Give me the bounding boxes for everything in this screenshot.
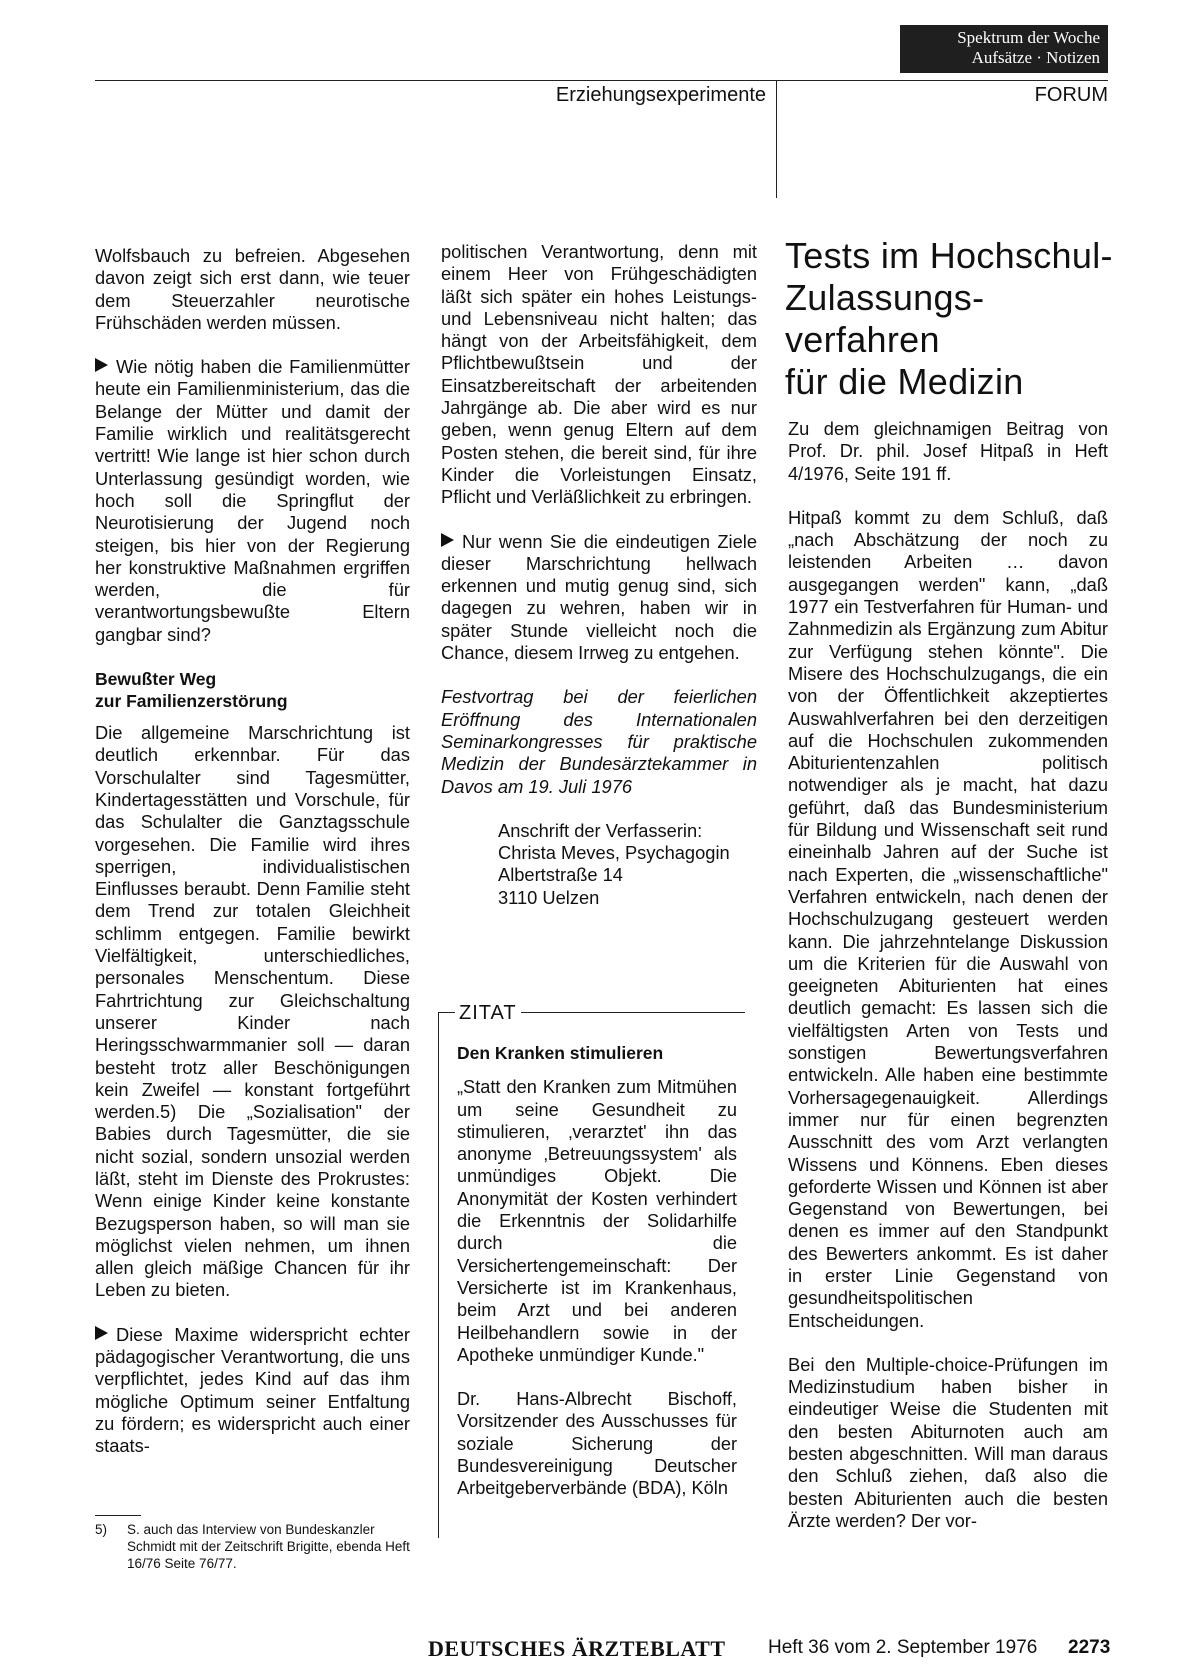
column-3 — [788, 418, 1108, 1532]
page-number: 2273 — [1068, 1637, 1111, 1658]
paragraph — [441, 531, 757, 665]
paragraph: Wolfsbauch zu befreien. Abgesehen davon zeigt sich erst dann, wie teuer dem Steuerzahler neurotische Frühschäden werden müssen. — [95, 245, 410, 333]
address-line-3: Albertstraße 14 — [498, 864, 623, 886]
paragraph-text: Nur wenn Sie die eindeutigen Ziele dieser Marschrichtung hellwach erkennen und mutig genug sind, sich dagegen zu wehren, haben wir in später Stunde vielleicht noch die Chance, diesem Irrweg zu entgehen. — [441, 530, 757, 664]
address-line-1: Anschrift der Verfasserin: — [498, 819, 703, 841]
triangle-bullet-icon — [441, 533, 454, 547]
subheading — [95, 668, 410, 712]
paragraph — [95, 356, 410, 646]
quote-author: Dr. Hans-Albrecht Bischoff, Vorsitzender des Ausschusses für soziale Sicherung der Bundesvereinigung Deutscher Arbeitgeberverbände (BDA), Köln — [457, 1389, 737, 1499]
paragraph: Hitpaß kommt zu dem Schluß, daß „nach Abschätzung der noch zu leistenden Arbeiten … davon ausgegangen werden" kann, „daß 1977 ein Testverfahren für Human- und Zahnmedizin als Ergänzung zum Abitur zur Verfügung stehen könnte". Die Misere des Hochschulzugangs, die ein von der Öffentlichkeit akzeptiertes Auswahlverfahren bei den derzeitigen auf die Hochschulen zukommenden Abiturientenzahlen politisch notwendiger als je macht, hat dazu geführt, daß das Bundesministerium für Bildung und Wissenschaft seit rund eineinhalb Jahren auf der Suche ist nach Experten, die „wissenschaftliche" Verfahren entwickeln, nach denen der Hochschulzugang gesteuert werden kann. Die jahrzehntelange Diskussion um die Kriterien für die Auswahl von geeigneten Abiturienten hat eines deutlich gemacht: Es lassen sich die vielfältigsten Arten von Tests und sonstigen Bewertungsverfahren entwickeln. Alle haben eine bestimmte Vorhersagegenauigkeit. Allerdings immer nur für einen begrenzten Ausschnitt des vom Arzt verlangten Wissens und Könnens. Eben dieses geforderte Wissen und Können ist aber Gegenstand von Bewertungen, bei denen es immer auf den Standpunkt des Bewerters ankommt. Es ist daher in erster Linie Gegenstand von gesundheitspolitischen Entscheidungen. — [788, 506, 1108, 1331]
article-title — [785, 235, 1115, 403]
title-line-1: Tests im Hochschul- — [785, 235, 1113, 276]
issue-info: Heft 36 vom 2. September 1976 — [768, 1637, 1038, 1658]
address-line-4: 3110 Uelzen — [498, 886, 600, 908]
section-header-right: FORUM — [1034, 84, 1108, 106]
paragraph: Die allgemeine Marschrichtung ist deutlich erkennbar. Für das Vorschulalter sind Tagesmütter, Kindertagesstätten und Vorschule, für das Schulalter die Ganztagsschule vorgesehen. Die Familie wird ihres sperrigen, individualistischen Einflusses beraubt. Denn Familie steht dem Trend zur totalen Gleichheit schlimm entgegen. Familie bewirkt Vielfältigkeit, unterschiedliches, personales Menschentum. Diese Fahrtrichtung zur Gleichschaltung unserer Kinder nach Heringsschwarmmanier soll — daran besteht trotz aller Beschönigungen kein Zweifel — konstant fortgeführt werden.5) Die „Sozialisation" der Babies durch Tagesmütter, die sie nicht sozial, sondern unsozial werden läßt, steht im Dienste des Prokrustes: Wenn einige Kinder keine konstante Bezugsperson haben, so will man sie möglichst vielen nehmen, um ihnen allen gleich mäßige Chancen für ihr Leben zu bieten. — [95, 722, 410, 1301]
author-address — [441, 820, 757, 909]
header-divider — [776, 80, 777, 198]
quote-label: ZITAT — [455, 1002, 521, 1025]
subheading-line-1: Bewußter Weg — [95, 669, 217, 690]
header-rule — [95, 80, 1108, 81]
title-line-4: für die Medizin — [785, 361, 1024, 402]
paragraph — [95, 1324, 410, 1458]
quote-box — [457, 1042, 737, 1500]
title-line-3: verfahren — [785, 319, 940, 360]
triangle-bullet-icon — [95, 1326, 108, 1340]
badge-line-1: Spektrum der Woche — [957, 28, 1100, 47]
section-header-left: Erziehungsexperimente — [555, 84, 766, 106]
paragraph: Bei den Multiple-choice-Prüfungen im Medizinstudium haben bisher in eindeutiger Weise die Studenten mit den besten Abiturnoten auch am besten abgeschnitten. Will man daraus den Schluß ziehen, daß also die besten Abiturienten auch die besten Ärzte werden? Der vor- — [788, 1353, 1108, 1531]
footnote — [95, 1521, 413, 1572]
paragraph-text: Wie nötig haben die Familienmütter heute ein Familienministerium, das die Belange der Mütter und damit der Familie wirklich und realitätsgerecht vertritt! Wie lange ist hier schon durch Unterlassung gesündigt worden, wie hoch soll die Springflut der Neurotisierung der Jugend noch steigen, bis hier von der Regierung her konstruktive Maßnahmen ergriffen werden, die für verantwortungsbewußte Eltern gangbar sind? — [95, 356, 410, 645]
journal-name: DEUTSCHES ÄRZTEBLATT — [428, 1636, 726, 1661]
column-2 — [441, 241, 757, 909]
address-line-2: Christa Meves, Psychagogin — [498, 842, 730, 864]
quote-text: „Statt den Kranken zum Mitmühen um seine Gesundheit zu stimulieren, ‚verarztet' ihn das anonyme ‚Betreuungssystem' als unmündiges Objekt. Die Anonymität der Kosten verhindert die Erkenntnis der Solidarhilfe durch die Versichertengemeinschaft: Der Versicherte ist im Krankenhaus, beim Arzt und bei anderen Heilbehandlern sowie in der Apotheke unmündiger Kunde." — [457, 1077, 737, 1365]
footnote-rule — [95, 1515, 141, 1516]
paragraph-text: Diese Maxime widerspricht echter pädagogischer Verantwortung, die uns verpflichtet, jedes Kind auf das ihm mögliche Optimum seiner Entfaltung zu fördern; es widerspricht auch einer staats- — [95, 1323, 410, 1457]
footnote-text: S. auch das Interview von Bundeskanzler Schmidt mit der Zeitschrift Brigitte, ebenda Heft 16/76 Seite 76/77. — [127, 1522, 410, 1571]
triangle-bullet-icon — [95, 358, 108, 372]
subheading-line-2: zur Familienzerstörung — [95, 691, 288, 712]
footnote-number: 5) — [95, 1522, 108, 1537]
title-line-2: Zulassungs- — [785, 277, 985, 318]
column-1 — [95, 245, 410, 1458]
quote-title: Den Kranken stimulieren — [457, 1043, 664, 1063]
article-intro: Zu dem gleichnamigen Beitrag von Prof. Dr. phil. Josef Hitpaß in Heft 4/1976, Seite 191 ff. — [788, 418, 1108, 484]
lecture-note: Festvortrag bei der feierlichen Eröffnung des Internationalen Seminarkongresses für praktische Medizin der Bundesärztekammer in Davos am 19. Juli 1976 — [441, 686, 757, 797]
paragraph: politischen Verantwortung, denn mit einem Heer von Frühgeschädigten läßt sich später ein hohes Leistungs- und Lebensniveau nicht halten; das hängt von der Arbeitsfähigkeit, dem Pflichtbewußtsein und der Einsatzbereitschaft der arbeitenden Jahrgänge ab. Die aber wird es nur geben, wenn genug Eltern auf dem Posten stehen, die bereit sind, für ihre Kinder die Vorleistungen Einsatz, Pflicht und Verläßlichkeit zu erbringen. — [441, 241, 757, 508]
section-badge — [900, 25, 1108, 73]
badge-line-2: Aufsätze · Notizen — [971, 48, 1100, 67]
